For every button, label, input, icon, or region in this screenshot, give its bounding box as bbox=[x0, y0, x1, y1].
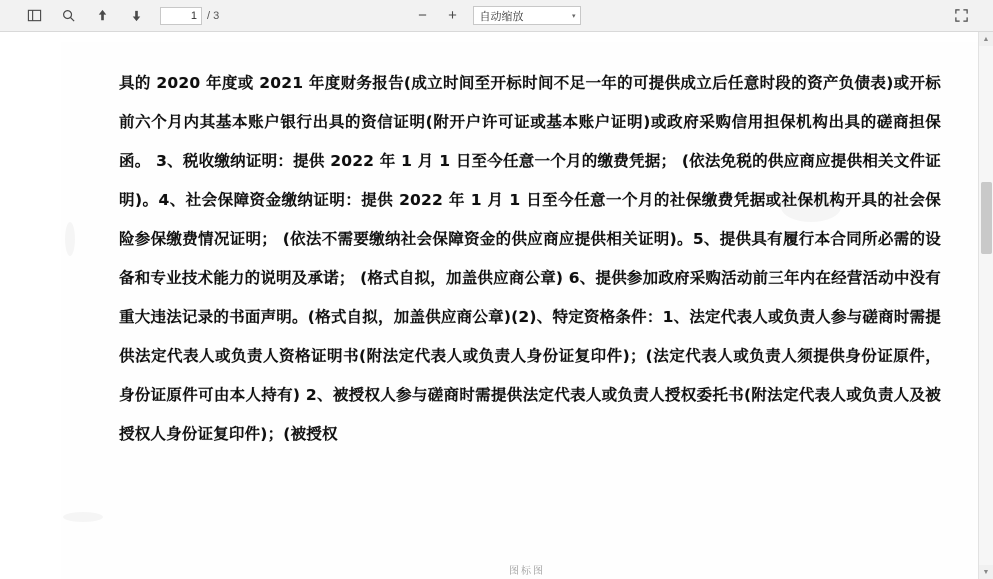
scrollbar-thumb[interactable] bbox=[981, 182, 992, 254]
toolbar-left-group bbox=[8, 6, 219, 26]
toolbar-right-group bbox=[951, 6, 985, 26]
page-sheet bbox=[61, 42, 993, 579]
chevron-down-icon: ▾ bbox=[571, 12, 576, 20]
previous-page-icon[interactable] bbox=[92, 6, 112, 26]
pdf-toolbar bbox=[0, 0, 993, 32]
fullscreen-icon[interactable] bbox=[951, 6, 971, 26]
zoom-scale-value: 自动缩放 bbox=[479, 10, 524, 23]
zoom-scale-select[interactable] bbox=[473, 6, 581, 25]
page-number-input[interactable] bbox=[160, 7, 202, 25]
scroll-up-arrow-icon[interactable]: ▲ bbox=[979, 32, 993, 46]
document-footer-text: 图标图 bbox=[509, 566, 545, 577]
document-body-text: 具的 2020 年度或 2021 年度财务报告(成立时间至开标时间不足一年的可提供成立后任意时段的资产负债表)或开标前六个月内其基本账户银行出具的资信证明(附开户许可证或基本账户证明)或政府采购信用担保机构出具的磋商担保函。 3、税收缴纳证明：提供 2022 年 1 月 1 日至今任意一个月的缴费凭据； (依法免税的供应商应提供相关文件证明)。4、社会保障资金缴纳证明：提供 2022 年 1 月 1 日至今任意一个月的社保缴费凭据或社保机构开具的社会保险参保缴费情况证明； (依法不需要缴纳社会保障资金的供应商应提供相关证明)。5、提供具有履行本合同所必需的设备和专业技术能力的说明及承诺； (格式自拟，加盖供应商公章) 6、提供参加政府采购活动前三年内在经营活动中没有重大违法记录的书面声明。(格式自拟，加盖供应商公章)(2)、特定资格条件：1、法定代表人或负责人参与磋商时需提供法定代表人或负责人资格证明书(附法定代表人或负责人身份证复印件)；(法定代表人或负责人须提供身份证原件，身份证原件可由本人持有) 2、被授权人参与磋商时需提供法定代表人或负责人授权委托书(附法定代表人或负责人及被授权人身份证复印件)；(被授权 bbox=[119, 74, 941, 443]
scroll-down-arrow-icon[interactable]: ▼ bbox=[979, 565, 993, 579]
next-page-icon[interactable] bbox=[126, 6, 146, 26]
zoom-out-button[interactable]: − bbox=[418, 7, 427, 24]
page-canvas[interactable] bbox=[61, 32, 993, 579]
vertical-scrollbar[interactable] bbox=[978, 32, 993, 579]
page-total-label: / 3 bbox=[207, 9, 220, 22]
page-number-group bbox=[160, 7, 219, 25]
page-left-margin bbox=[0, 32, 61, 579]
search-icon[interactable] bbox=[58, 6, 78, 26]
scan-smudge bbox=[63, 512, 103, 522]
document-area bbox=[0, 32, 993, 579]
zoom-in-button[interactable]: + bbox=[448, 7, 457, 24]
sidebar-toggle-icon[interactable] bbox=[24, 6, 44, 26]
